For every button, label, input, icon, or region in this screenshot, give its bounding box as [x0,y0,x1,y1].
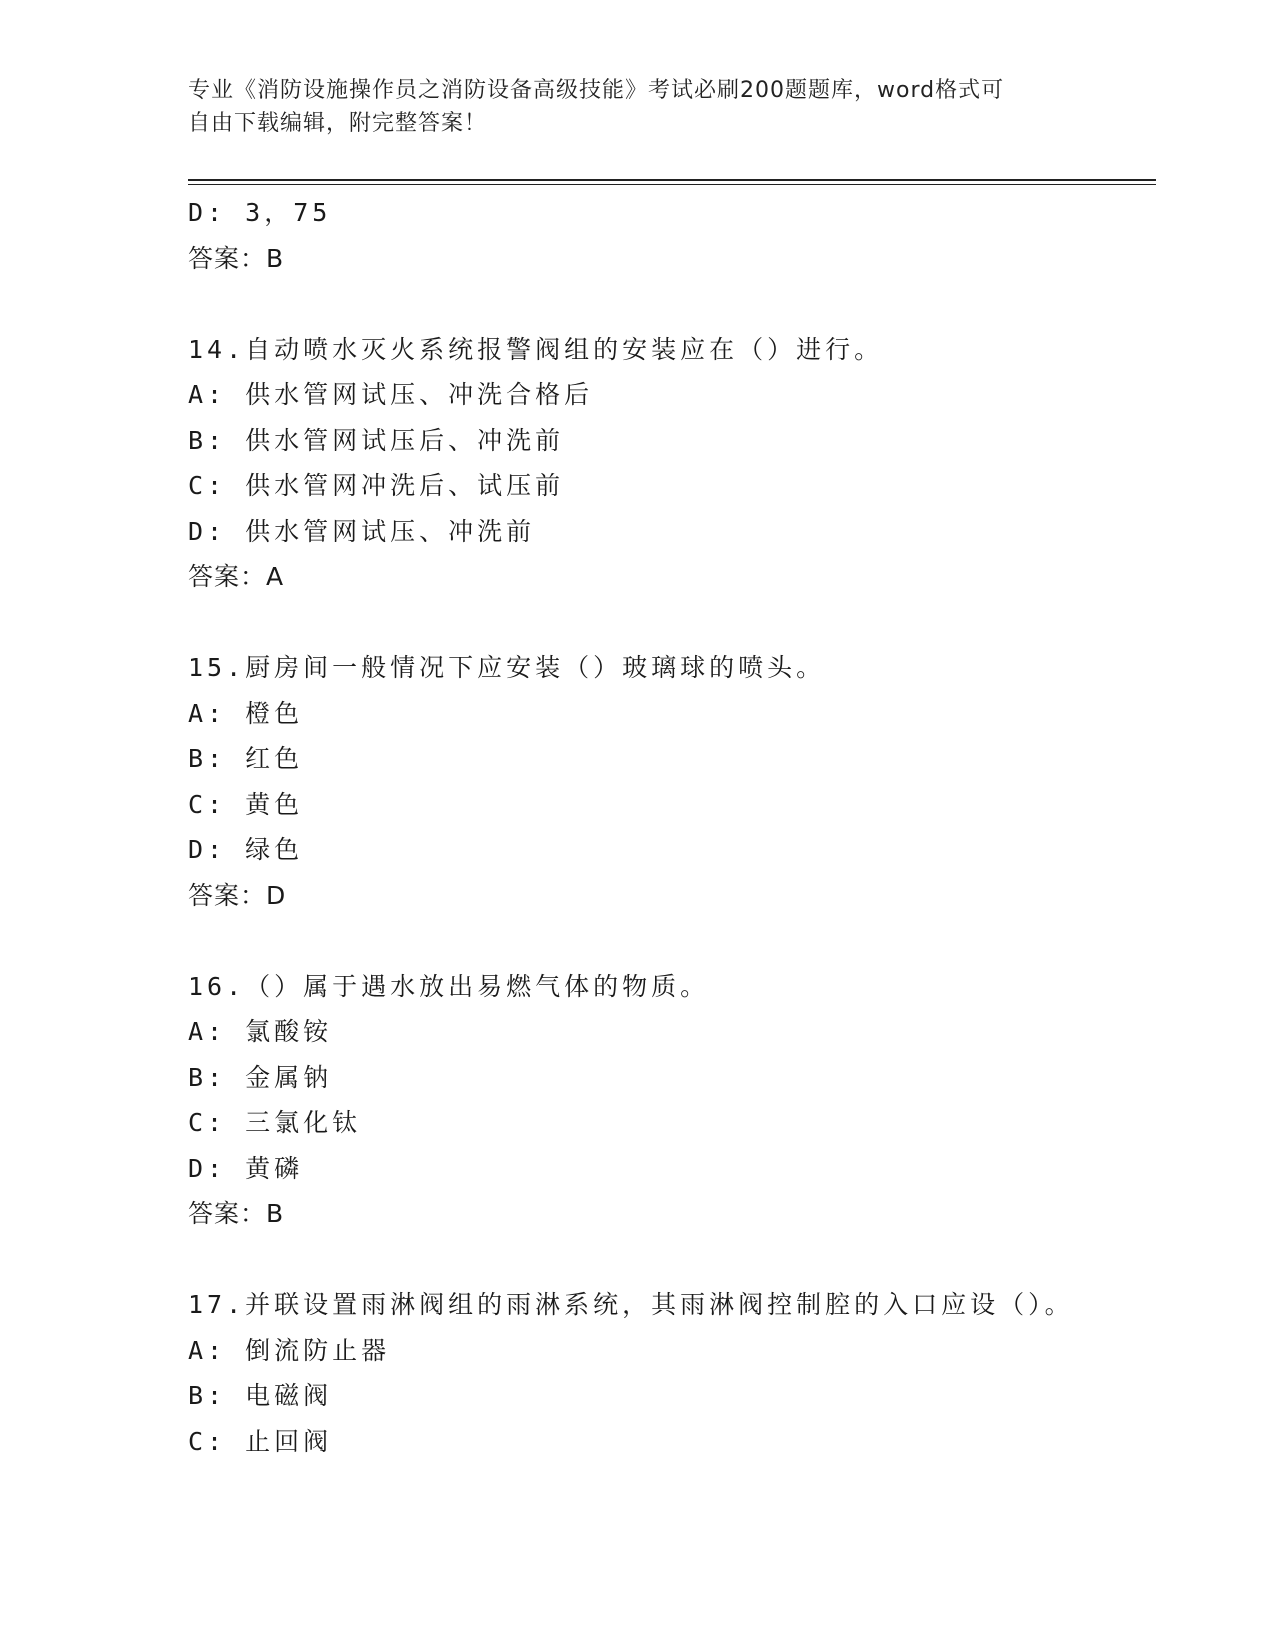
question-stem: 17.并联设置雨淋阀组的雨淋系统，其雨淋阀控制腔的入口应设（）。 [188,1290,1074,1319]
option-b: B: 金属钠 [188,1062,333,1092]
option-a: A: 供水管网试压、冲洗合格后 [188,380,594,409]
document-header [188,74,1088,140]
option-c: C: 止回阀 [188,1426,333,1456]
option-a: A: 橙色 [188,698,304,728]
question-stem: 15.厨房间一般情况下应安装（）玻璃球的喷头。 [188,653,826,682]
header-rule-thick [188,179,1156,181]
prev-option-d: D: 3，75 [188,198,332,227]
spacer [188,600,1156,646]
question-14 [188,327,1156,600]
option-b: B: 供水管网试压后、冲洗前 [188,425,565,455]
spacer [188,918,1156,964]
question-list [188,190,1156,1464]
question-stem: 14.自动喷水灭火系统报警阀组的安装应在（）进行。 [188,334,884,364]
question-17 [188,1282,1156,1464]
option-c: C: 供水管网冲洗后、试压前 [188,471,565,500]
option-b: B: 电磁阀 [188,1381,333,1410]
option-a: A: 氯酸铵 [188,1017,333,1046]
header-line-1: 专业《消防设施操作员之消防设备高级技能》考试必刷200题题库，word格式可 [188,78,1005,103]
spacer [188,281,1156,327]
answer: 答案：D [188,880,287,910]
question-16 [188,964,1156,1237]
option-c: C: 三氯化钛 [188,1108,362,1137]
prev-answer: 答案：B [188,243,285,273]
option-d: D: 绿色 [188,835,304,864]
question-15 [188,645,1156,918]
question-stem: 16.（）属于遇水放出易燃气体的物质。 [188,971,710,1001]
header-line-2: 自由下载编辑，附完整答案！ [188,111,488,136]
option-b: B: 红色 [188,744,304,773]
option-d: D: 供水管网试压、冲洗前 [188,516,536,546]
option-d: D: 黄磷 [188,1153,304,1183]
answer: 答案：A [188,562,285,591]
header-rule-thin [188,184,1156,185]
option-a: A: 倒流防止器 [188,1335,391,1365]
answer: 答案：B [188,1199,285,1228]
spacer [188,1237,1156,1283]
option-c: C: 黄色 [188,789,304,819]
